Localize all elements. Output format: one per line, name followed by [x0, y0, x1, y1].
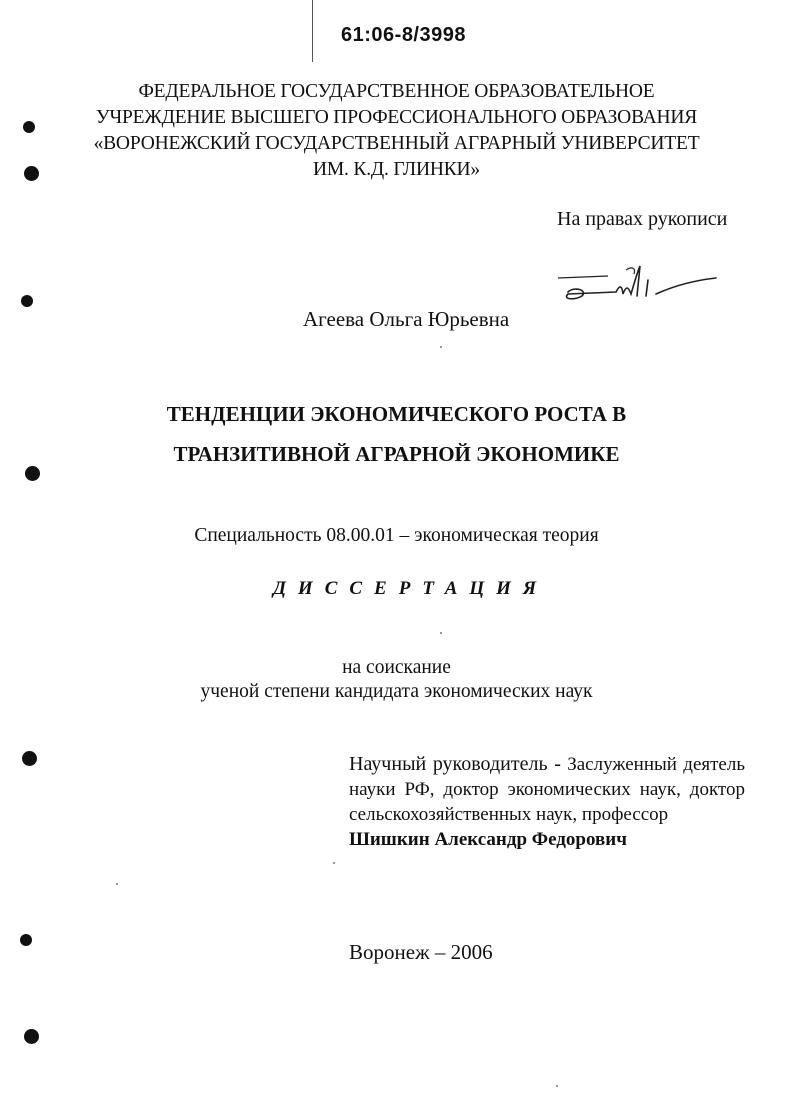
supervisor-name: Шишкин Александр Федорович: [349, 829, 627, 850]
scan-speck: [440, 346, 442, 348]
scan-speck: [116, 883, 118, 885]
institution-line-2: УЧРЕЖДЕНИЕ ВЫСШЕГО ПРОФЕССИОНАЛЬНОГО ОБРАЗОВАНИЯ: [95, 107, 698, 128]
punch-hole: [22, 751, 37, 766]
city-year: Воронеж – 2006: [349, 940, 493, 964]
scan-speck: [556, 1085, 558, 1087]
institution-line-1: ФЕДЕРАЛЬНОЕ ГОСУДАРСТВЕННОЕ ОБРАЗОВАТЕЛЬНОЕ: [138, 81, 655, 102]
supervisor-titles: Заслуженный деятель науки РФ, доктор экономических наук, доктор сельскохозяйственных наук, профессор: [349, 754, 745, 825]
punch-hole: [24, 1029, 39, 1044]
institution-line-4: ИМ. К.Д. ГЛИНКИ»: [313, 159, 480, 180]
institution-block: [0, 79, 793, 183]
supervisor-block: [349, 752, 745, 852]
institution-line-3: «ВОРОНЕЖСКИЙ ГОСУДАРСТВЕННЫЙ АГРАРНЫЙ УНИВЕРСИТЕТ: [93, 133, 700, 154]
degree-block: [0, 656, 793, 704]
punch-hole: [20, 934, 32, 946]
archive-code: 61:06-8/3998: [341, 24, 466, 46]
title-line-2: ТРАНЗИТИВНОЙ АГРАРНОЙ ЭКОНОМИКЕ: [173, 442, 620, 466]
degree-line-1: на соискание: [342, 657, 451, 678]
title-line-1: ТЕНДЕНЦИИ ЭКОНОМИЧЕСКОГО РОСТА В: [166, 402, 627, 426]
degree-line-2: ученой степени кандидата экономических наук: [200, 681, 593, 702]
scan-speck: [333, 862, 335, 864]
scan-speck: [440, 632, 442, 634]
margin-rule-top: [312, 0, 313, 62]
author-name: Агеева Ольга Юрьевна: [303, 307, 510, 331]
specialty: Специальность 08.00.01 – экономическая теория: [194, 525, 599, 546]
punch-hole: [21, 295, 33, 307]
handwritten-signature: [548, 256, 723, 316]
supervisor-lead: Научный руководитель -: [349, 753, 561, 775]
work-type: ДИССЕРТАЦИЯ: [272, 578, 549, 599]
rights-note: На правах рукописи: [557, 208, 728, 230]
dissertation-title: [0, 394, 793, 474]
